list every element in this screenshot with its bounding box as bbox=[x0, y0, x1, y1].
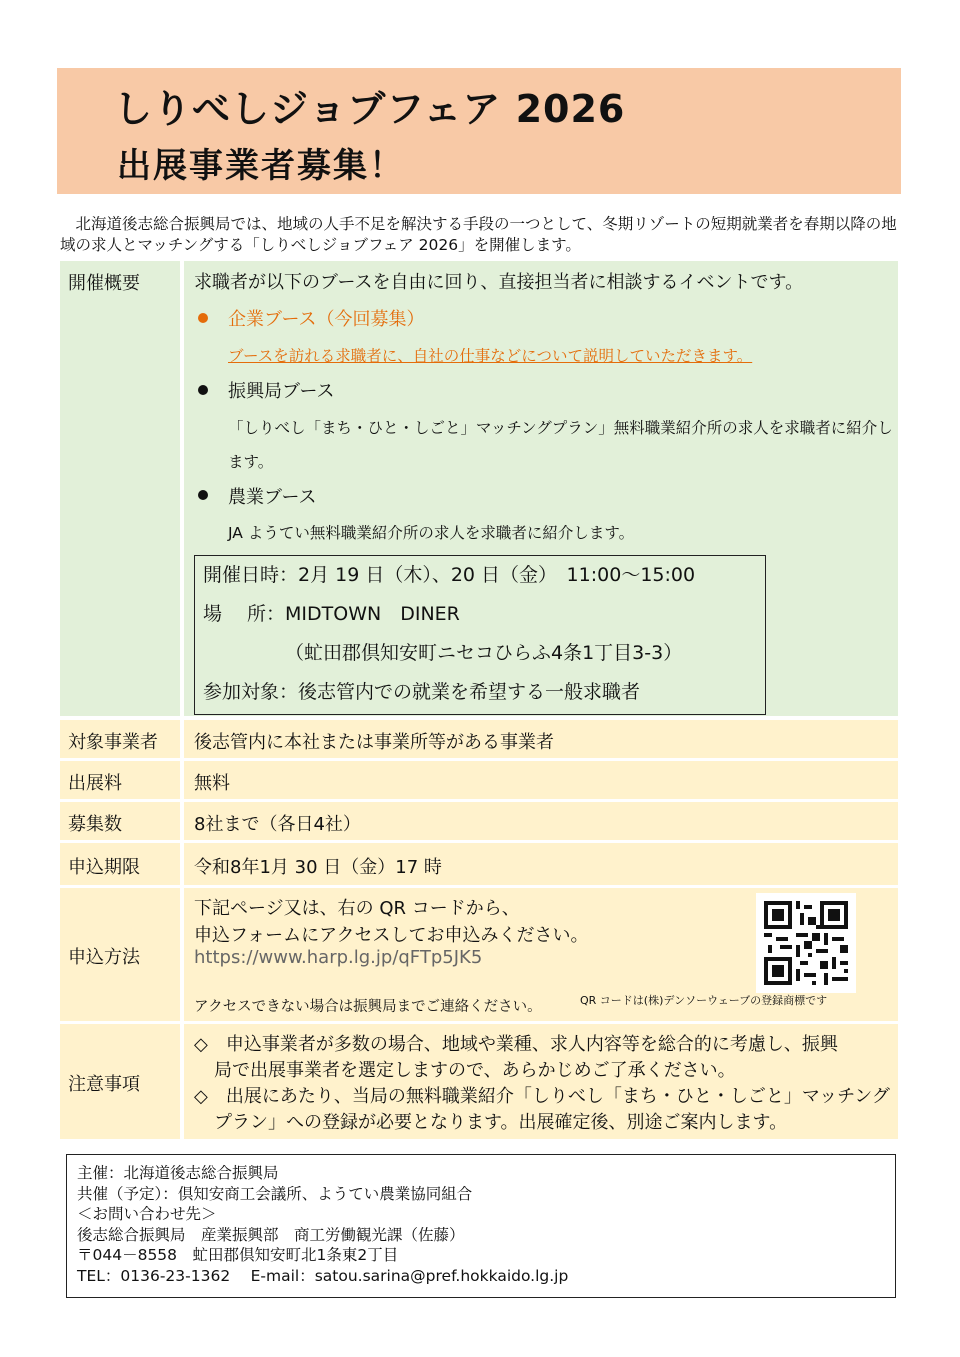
contact-box bbox=[66, 1154, 896, 1298]
event-date: 開催日時：2月 19 日（木）、20 日（金） 11:00～15:00 bbox=[203, 564, 696, 586]
booth-title-company: 企業ブース（今回募集） bbox=[228, 309, 425, 330]
page-title: しりべしジョブフェア 2026 bbox=[114, 87, 626, 131]
method-content bbox=[184, 888, 898, 1021]
bullet-icon bbox=[198, 313, 208, 323]
contact-address: 〒044－8558 虻田郡倶知安町北1条東2丁目 bbox=[77, 1246, 399, 1264]
note-2b: プラン」への登録が必要となります。出展確定後、別途ご案内します。 bbox=[214, 1112, 788, 1133]
count-label: 募集数 bbox=[60, 802, 180, 840]
booth-desc-agri: JA ようてい無料職業紹介所の求人を求職者に紹介します。 bbox=[228, 524, 635, 542]
notes-label: 注意事項 bbox=[60, 1024, 180, 1139]
fee-row bbox=[60, 761, 898, 799]
apply-url-link[interactable]: https://www.harp.lg.jp/qFTp5JK5 bbox=[194, 947, 483, 968]
method-note: アクセスできない場合は振興局までご連絡ください。 bbox=[194, 999, 542, 1015]
page-subtitle: 出展事業者募集！ bbox=[117, 146, 405, 186]
eligible-row bbox=[60, 720, 898, 758]
method-line1: 下記ページ又は、右の QR コードから、 bbox=[194, 898, 520, 919]
booth-desc-bureau-2: ます。 bbox=[228, 453, 274, 471]
overview-lead: 求職者が以下のブースを自由に回り、直接担当者に相談するイベントです。 bbox=[194, 272, 804, 293]
notes-content bbox=[184, 1024, 898, 1139]
eligible-label: 対象事業者 bbox=[60, 720, 180, 758]
method-label: 申込方法 bbox=[60, 888, 180, 1021]
fee-value: 無料 bbox=[184, 761, 898, 799]
count-row bbox=[60, 802, 898, 840]
deadline-value: 令和8年1月 30 日（金）17 時 bbox=[184, 843, 898, 885]
note-1a: ◇ 申込事業者が多数の場合、地域や業種、求人内容等を総合的に考慮し、振興 bbox=[194, 1034, 838, 1055]
qr-code-icon[interactable] bbox=[756, 893, 856, 993]
method-row bbox=[60, 888, 898, 1021]
event-address: （虻田郡倶知安町ニセコひらふ4条1丁目3-3） bbox=[285, 642, 683, 664]
bullet-icon bbox=[198, 385, 208, 395]
overview-content bbox=[184, 261, 898, 716]
count-value: 8社まで（各日4社） bbox=[184, 802, 898, 840]
booth-title-bureau: 振興局ブース bbox=[228, 381, 335, 402]
intro-text: 北海道後志総合振興局では、地域の人手不足を解決する手段の一つとして、冬期リゾートの短期就業者を春期以降の地域の求人とマッチングする「しりべしジョブフェア 2026」を開催します。 bbox=[60, 215, 897, 254]
note-2a: ◇ 出展にあたり、当局の無料職業紹介「しりべし「まち・ひと・しごと」マッチング bbox=[194, 1086, 890, 1107]
booth-title-agri: 農業ブース bbox=[228, 487, 317, 508]
event-info-box bbox=[194, 555, 766, 715]
note-1b: 局で出展事業者を選定しますので、あらかじめご了承ください。 bbox=[214, 1060, 736, 1081]
bullet-icon bbox=[198, 490, 208, 500]
header-banner bbox=[57, 68, 901, 194]
event-place: 場 所：MIDTOWN DINER bbox=[203, 603, 460, 625]
booth-desc-company: ブースを訪れる求職者に、自社の仕事などについて説明していただきます。 bbox=[228, 347, 753, 365]
method-line2: 申込フォームにアクセスしてお申込みください。 bbox=[194, 925, 589, 946]
booth-desc-bureau-1: 「しりべし「まち・ひと・しごと」マッチングプラン」無料職業紹介所の求人を求職者に紹介し bbox=[228, 419, 893, 437]
qr-trademark-note: QR コードは(株)デンソーウェーブの登録商標です bbox=[580, 994, 828, 1007]
contact-tel-email[interactable]: TEL：0136-23-1362 E-mail：satou.sarina@pref.hokkaido.lg.jp bbox=[77, 1266, 569, 1285]
contact-dept: 後志総合振興局 産業振興部 商工労働観光課（佐藤） bbox=[77, 1225, 465, 1244]
event-target: 参加対象：後志管内での就業を希望する一般求職者 bbox=[203, 681, 641, 703]
deadline-row bbox=[60, 843, 898, 885]
notes-row bbox=[60, 1024, 898, 1139]
overview-label: 開催概要 bbox=[60, 261, 180, 716]
deadline-label: 申込期限 bbox=[60, 843, 180, 885]
co-organizer: 共催（予定）：倶知安商工会議所、ようてい農業協同組合 bbox=[77, 1184, 473, 1203]
contact-heading: ＜お問い合わせ先＞ bbox=[77, 1205, 217, 1223]
eligible-value: 後志管内に本社または事業所等がある事業者 bbox=[184, 720, 898, 758]
organizer: 主催：北海道後志総合振興局 bbox=[77, 1164, 279, 1182]
fee-label: 出展料 bbox=[60, 761, 180, 799]
overview-row bbox=[60, 261, 898, 716]
